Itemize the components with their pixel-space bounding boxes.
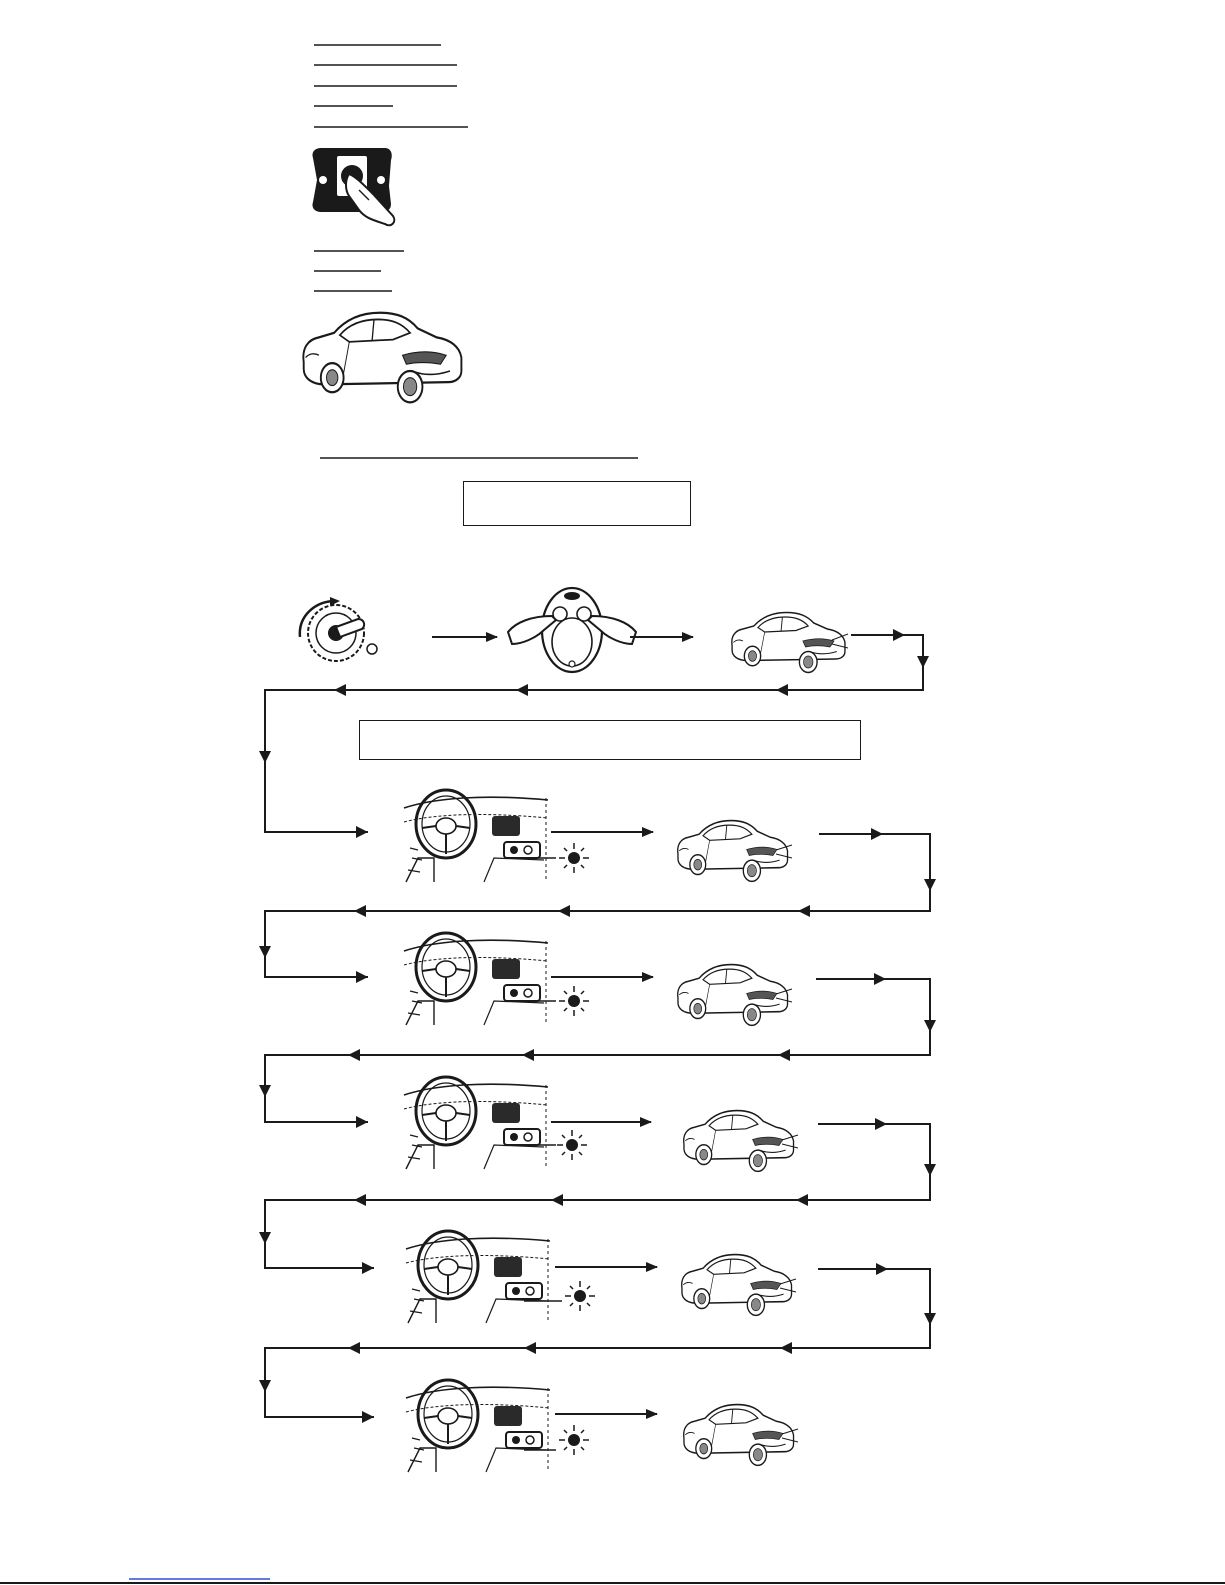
car-icon bbox=[684, 1111, 794, 1172]
dashboard-icon bbox=[404, 931, 548, 1025]
remote-transmitter-icon bbox=[508, 588, 636, 672]
car-icon bbox=[303, 313, 461, 403]
dashboard-icon bbox=[406, 1229, 550, 1323]
connector bbox=[265, 635, 923, 832]
car-icon bbox=[678, 965, 788, 1026]
car-icon bbox=[682, 1255, 792, 1316]
dashboard-icon bbox=[406, 1378, 550, 1472]
car-icon bbox=[684, 1405, 794, 1466]
ignition-key-icon bbox=[300, 597, 377, 661]
header-lines bbox=[314, 45, 638, 458]
dashboard-icon bbox=[404, 1075, 548, 1169]
panel-button-icon bbox=[312, 148, 394, 225]
led-flash-icon bbox=[559, 843, 589, 873]
connectors bbox=[265, 834, 930, 1417]
car-icon bbox=[732, 613, 845, 673]
led-flash-icon bbox=[559, 1425, 589, 1455]
dashboard-icon bbox=[404, 788, 548, 882]
led-flash-icon bbox=[557, 1130, 587, 1160]
led-flash-icon bbox=[565, 1281, 595, 1311]
connector-arrowheads bbox=[259, 828, 936, 1423]
car-icon bbox=[678, 821, 788, 882]
led-flash-icon bbox=[559, 986, 589, 1016]
